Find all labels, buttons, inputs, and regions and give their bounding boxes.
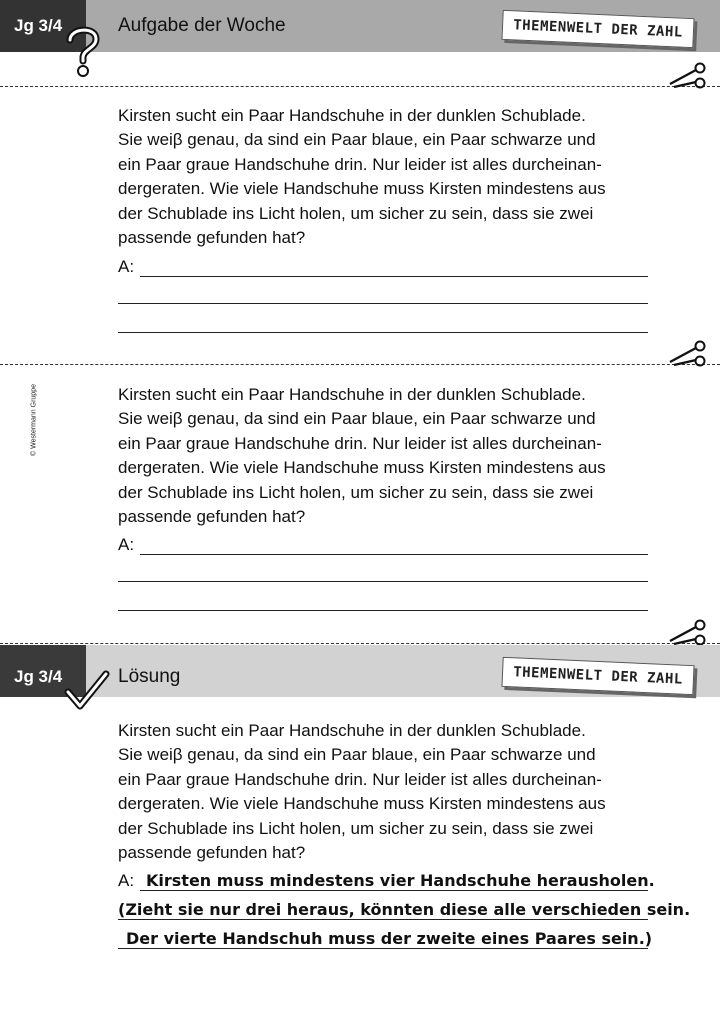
header-title: Aufgabe der Woche bbox=[118, 15, 286, 36]
answer-label: A: bbox=[118, 871, 135, 890]
solution-line: Kirsten muss mindestens vier Handschuhe herausholen. bbox=[146, 871, 655, 890]
answer-line[interactable] bbox=[140, 276, 648, 277]
scissors-icon bbox=[668, 62, 708, 90]
cut-line bbox=[0, 643, 720, 644]
task-text bbox=[118, 719, 658, 865]
question-mark-icon bbox=[62, 24, 104, 78]
text-line: der Schublade ins Licht holen, um sicher zu sein, dass sie zwei bbox=[118, 203, 594, 223]
text-line: dergeraten. Wie viele Handschuhe muss Kirsten mindestens aus bbox=[118, 179, 606, 199]
grade-label: Jg 3/4 bbox=[0, 645, 86, 697]
text-line: Kirsten sucht ein Paar Handschuhe in der dunklen Schublade. bbox=[118, 106, 586, 125]
text-line: Kirsten sucht ein Paar Handschuhe in der dunklen Schublade. bbox=[118, 721, 586, 740]
text-line: Sie weiβ genau, da sind ein Paar blaue, ein Paar schwarze und bbox=[118, 130, 596, 150]
answer-row[interactable] bbox=[118, 255, 648, 279]
header-title: Lösung bbox=[118, 666, 181, 687]
cut-line bbox=[0, 86, 720, 87]
text-line: ein Paar graue Handschuhe drin. Nur leider ist alles durcheinan- bbox=[118, 154, 602, 174]
answer-label: A: bbox=[118, 535, 135, 554]
text-line: Sie weiβ genau, da sind ein Paar blaue, ein Paar schwarze und bbox=[118, 409, 596, 429]
cut-line bbox=[0, 364, 720, 365]
checkmark-icon bbox=[64, 668, 110, 712]
task-text bbox=[118, 104, 658, 250]
solution-line: (Zieht sie nur drei heraus, könnten diese alle verschieden sein. bbox=[118, 900, 691, 919]
series-stamp: THEMENWELT DER ZAHL bbox=[501, 657, 694, 695]
answer-line[interactable] bbox=[118, 303, 648, 304]
text-line: dergeraten. Wie viele Handschuhe muss Kirsten mindestens aus bbox=[118, 458, 606, 478]
answer-line[interactable] bbox=[118, 610, 648, 611]
text-line: Kirsten sucht ein Paar Handschuhe in der dunklen Schublade. bbox=[118, 385, 586, 404]
answer-row[interactable] bbox=[118, 533, 648, 557]
solution-answer-row bbox=[118, 927, 653, 951]
answer-line[interactable] bbox=[118, 581, 648, 582]
scissors-icon bbox=[668, 619, 708, 647]
text-line: ein Paar graue Handschuhe drin. Nur leider ist alles durcheinan- bbox=[118, 433, 602, 453]
task-text bbox=[118, 383, 658, 529]
text-line: passende gefunden hat? bbox=[118, 228, 306, 248]
text-line: Sie weiβ genau, da sind ein Paar blaue, ein Paar schwarze und bbox=[118, 745, 596, 765]
copyright-note: © Westermann Gruppe bbox=[30, 384, 38, 456]
answer-line[interactable] bbox=[118, 332, 648, 333]
text-line: der Schublade ins Licht holen, um sicher zu sein, dass sie zwei bbox=[118, 482, 594, 502]
text-line: der Schublade ins Licht holen, um sicher zu sein, dass sie zwei bbox=[118, 818, 594, 838]
text-line: passende gefunden hat? bbox=[118, 507, 306, 527]
text-line: ein Paar graue Handschuhe drin. Nur leider ist alles durcheinan- bbox=[118, 769, 602, 789]
solution-answer-row bbox=[118, 869, 655, 893]
solution-answer-row bbox=[118, 898, 691, 922]
text-line: dergeraten. Wie viele Handschuhe muss Kirsten mindestens aus bbox=[118, 794, 606, 814]
grade-label: Jg 3/4 bbox=[0, 0, 86, 52]
task-header bbox=[0, 0, 720, 52]
scissors-icon bbox=[668, 340, 708, 368]
answer-label: A: bbox=[118, 257, 135, 276]
series-stamp: THEMENWELT DER ZAHL bbox=[501, 10, 694, 48]
answer-line[interactable] bbox=[140, 554, 648, 555]
text-line: passende gefunden hat? bbox=[118, 843, 306, 863]
solution-line: Der vierte Handschuh muss der zweite eines Paares sein.) bbox=[126, 929, 653, 948]
